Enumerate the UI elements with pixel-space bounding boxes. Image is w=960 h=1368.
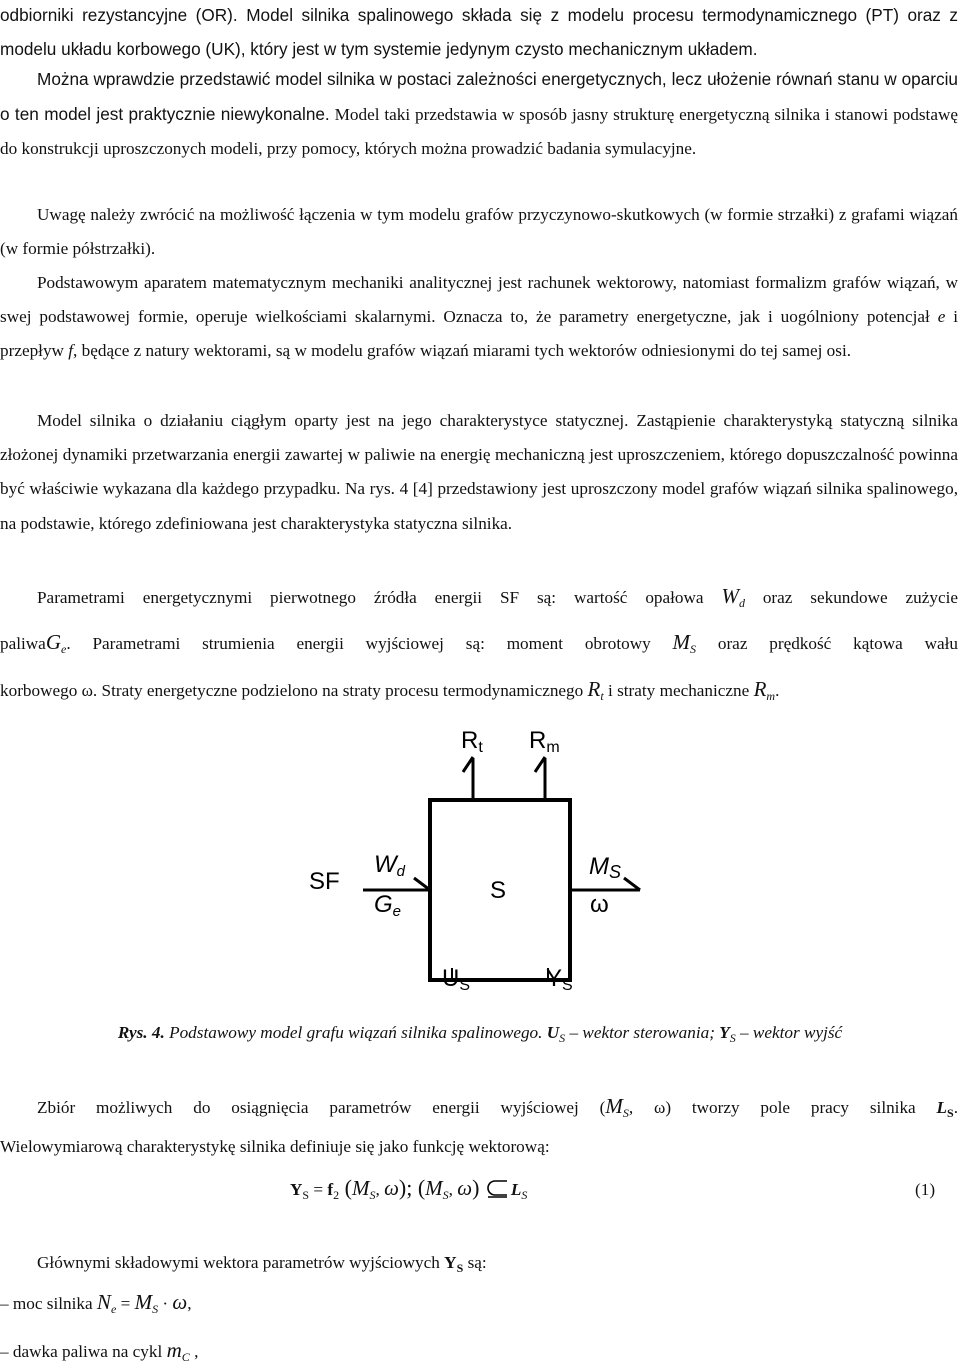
label-us: US — [442, 965, 471, 994]
eq-comma2: , — [448, 1180, 458, 1199]
paragraph-vector-b3: , będące z natury wektorami, są w modelu grafów wiązań miarami tych wektorów odniesionymi do tej samej osi. — [73, 341, 852, 361]
symbol-G: G — [45, 630, 61, 654]
item-fuel-m: m — [166, 1338, 182, 1362]
params-line3-end: . — [775, 681, 780, 700]
eq-l-sub: S — [521, 1188, 528, 1202]
eq-open: ( — [339, 1175, 352, 1200]
symbol-M: M — [672, 630, 691, 654]
item-fuel-m-sub: C — [181, 1350, 190, 1364]
eq-f: f — [327, 1180, 334, 1199]
paragraph-work-field-line1 — [0, 1094, 958, 1121]
symbol-W: W — [721, 584, 739, 608]
item-power-dot: · — [158, 1294, 173, 1313]
paragraph-vector-b2: i przepływ — [0, 307, 958, 361]
figure-caption — [0, 1023, 960, 1046]
item-power-m-sub: S — [152, 1302, 159, 1316]
symbol-Rm-sub: m — [766, 689, 776, 703]
params-line2-text: paliwa — [0, 634, 46, 653]
params-line1-text: Parametrami energetycznymi pierwotnego źródła energii SF są: wartość opałowa — [37, 588, 722, 607]
output-components-y-sub: S — [456, 1261, 464, 1275]
symbol-W-sub: d — [738, 596, 745, 610]
list-item-fuel-dose — [0, 1338, 958, 1365]
item-power-n: N — [96, 1290, 111, 1314]
label-ge: Ge — [374, 891, 402, 920]
caption-label: Rys. 4. — [117, 1023, 165, 1042]
subset-icon — [485, 1178, 511, 1198]
item-power-omega: ω — [172, 1290, 188, 1314]
equation-1 — [290, 1175, 527, 1203]
symbol-Rt: R — [587, 677, 601, 701]
eq-m2: M — [425, 1176, 443, 1200]
output-components-y: Y — [444, 1253, 457, 1272]
paragraph-model-energy-sans: Można wprawdzie przedstawić model silnika w postaci zależności energetycznych, lecz ułożenie równań stanu w oparciu o ten model jest praktycznie niewykonalne. — [0, 69, 958, 125]
bond-sf-half-arrow — [414, 878, 430, 890]
item-power-end: , — [187, 1294, 192, 1313]
item-fuel-text: – dawka paliwa na cykl — [0, 1342, 167, 1361]
params-line3-mid: i straty mechaniczne — [603, 681, 754, 700]
symbol-G-sub: e — [61, 642, 67, 656]
caption-text: Podstawowy model grafu wiązań silnika spalinowego. — [164, 1023, 547, 1042]
paragraph-output-components — [37, 1253, 960, 1276]
work-field-end: . — [953, 1098, 959, 1117]
params-line2-end: oraz prędkość kątowa wału — [696, 634, 958, 653]
eq-l: L — [510, 1180, 522, 1199]
label-ms: MS — [589, 853, 622, 882]
paragraph-vector-a: Podstawowym aparatem matematycznym mechaniki analitycznej jest rachunek wektorowy, natomiast formalizm grafów wiązań, w swej podstawowej formie, operuje wielkościami skalarnymi. — [0, 273, 958, 327]
eq-m1-sub: S — [369, 1188, 376, 1202]
paragraph-work-field-line2: Wielowymiarową charakterystykę silnika definiuje się jako funkcję wektorową: — [0, 1137, 550, 1156]
label-rm: Rm — [529, 727, 560, 756]
params-line3-text: korbowego ω. Straty energetyczne podzielono na straty procesu termodynamicznego — [0, 681, 588, 700]
work-field-symbol-l: L — [936, 1098, 948, 1117]
work-field-text: Zbiór możliwych do osiągnięcia parametrów energii wyjściowej ( — [37, 1098, 606, 1117]
item-fuel-end: , — [189, 1342, 199, 1361]
paragraph-vector-b1: Oznacza to, że parametry energetyczne, jak i uogólniony potencjał — [435, 307, 938, 327]
label-ys: YS — [546, 965, 573, 994]
symbol-e: e — [937, 307, 946, 327]
paragraph-intro: odbiorniki rezystancyjne (OR). Model silnika spalinowego składa się z modelu procesu termodynamicznego (PT) oraz z modelu układu korbowego (UK), który jest w tym systemie jedynym czysto mechanicznym układem. — [0, 5, 958, 60]
label-wd: Wd — [374, 851, 405, 880]
symbol-Rm: R — [753, 677, 767, 701]
eq-m2-sub: S — [442, 1188, 449, 1202]
eq-close: ) — [472, 1175, 485, 1200]
paragraph-static-b: Zastąpienie charakterystyką statyczną silnika złożonej dynamiki przetwarzania energii zawartej w paliwie na energię mechaniczną jest uproszczeniem, którego dopuszczalność powinna być właściwie wykazana dla każdego przypadku. Na rys. 4 [4] przedstawiony jest uproszczony model grafów wiązań silnika spalinowego, na podstawie, którego zdefiniowana jest charakterystyka statyczna silnika. — [0, 411, 958, 533]
caption-symbol-u: U — [546, 1023, 560, 1042]
symbol-M-sub: S — [690, 642, 697, 656]
eq-equals: = — [309, 1180, 328, 1199]
label-s: S — [490, 877, 507, 904]
label-rt: Rt — [461, 727, 483, 756]
eq-y-sub: S — [302, 1188, 310, 1202]
label-omega: ω — [590, 891, 609, 918]
label-sf: SF — [309, 868, 340, 895]
symbol-Rt-sub: t — [600, 689, 604, 703]
params-line2-mid: . Parametrami strumienia energii wyjściowej są: moment obrotowy — [66, 634, 673, 653]
list-item-power — [0, 1290, 958, 1317]
caption-text-3: – wektor wyjść — [735, 1023, 843, 1042]
eq-m1: M — [351, 1176, 370, 1200]
work-field-text-2: , ω) tworzy pole pracy silnika — [628, 1098, 937, 1117]
item-power-m: M — [134, 1290, 153, 1314]
eq-f-sub: 2 — [333, 1188, 340, 1202]
params-line1-end: oraz sekundowe zużycie — [744, 588, 958, 607]
item-power-eq: = — [116, 1294, 135, 1313]
caption-symbol-y-sub: S — [729, 1031, 736, 1045]
output-components-text: Głównymi składowymi wektora parametrów wyjściowych — [37, 1253, 445, 1272]
work-field-symbol-l-sub: S — [947, 1106, 954, 1120]
item-power-text: – moc silnika — [0, 1294, 97, 1313]
output-components-end: są: — [463, 1253, 487, 1272]
eq-y: Y — [290, 1180, 303, 1199]
equation-number: (1) — [915, 1180, 936, 1199]
bond-output-half-arrow — [624, 878, 640, 890]
eq-comma1: , — [375, 1180, 385, 1199]
paragraph-model-energy-serif: Model taki przedstawia w sposób jasny strukturę energetyczną silnika i stanowi podstawę do konstrukcji uproszczonych modeli, przy pomocy, których można prowadzić badania symulacyjne. — [0, 105, 958, 159]
work-field-symbol-m: M — [605, 1094, 623, 1118]
work-field-symbol-m-sub: S — [622, 1106, 629, 1120]
paragraph-attention: Uwagę należy zwrócić na możliwość łączenia w tym modelu grafów przyczynowo-skutkowych (w formie strzałki) z grafami wiązań (w formie półstrzałki). — [0, 205, 958, 259]
caption-symbol-y: Y — [719, 1023, 730, 1042]
caption-text-2: – wektor sterowania; — [565, 1023, 720, 1042]
symbol-f: f — [68, 341, 74, 361]
eq-mid: ); ( — [398, 1175, 426, 1200]
item-power-n-sub: e — [110, 1302, 117, 1316]
paragraph-static-a: Model silnika o działaniu ciągłym oparty jest na jego charakterystyce statycznej. — [37, 411, 629, 430]
caption-symbol-u-sub: S — [559, 1031, 566, 1045]
eq-omega1: ω — [384, 1176, 399, 1200]
eq-omega2: ω — [457, 1176, 473, 1200]
